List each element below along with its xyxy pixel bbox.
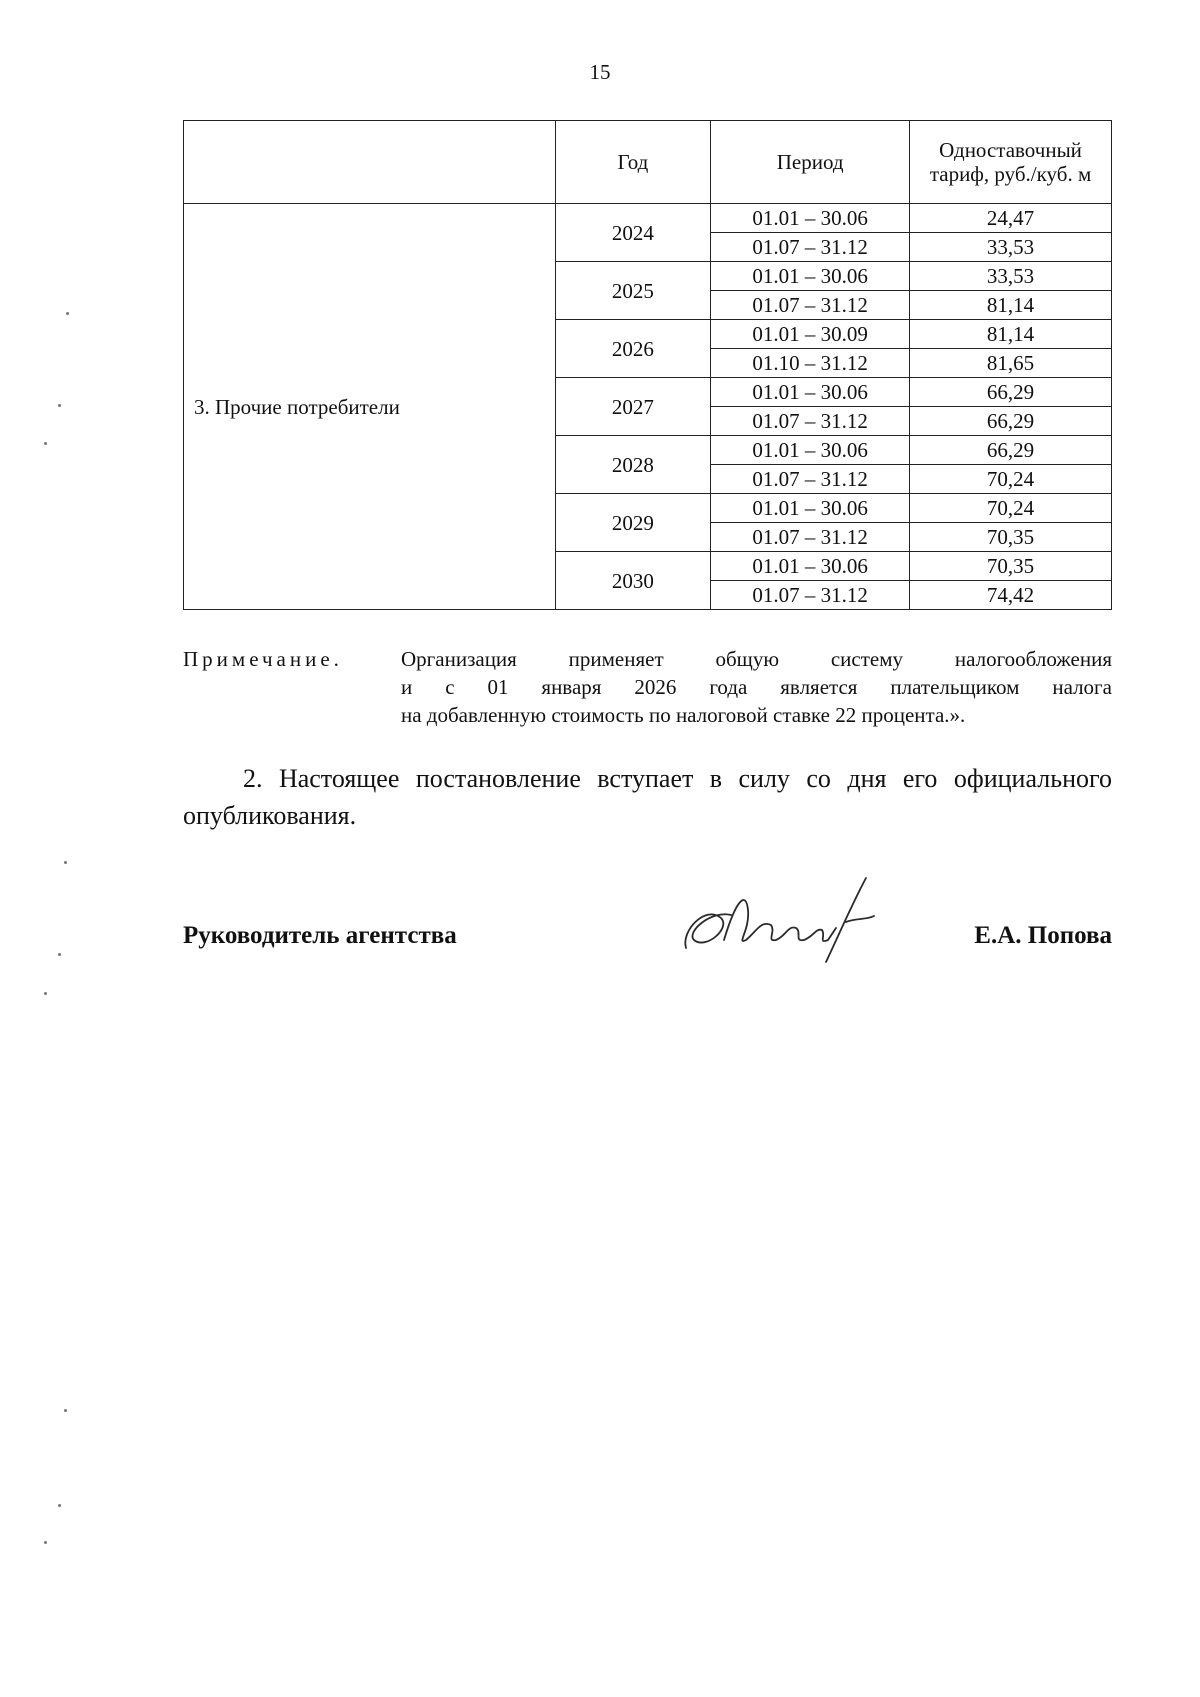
scan-speck	[44, 1541, 47, 1544]
header-year: Год	[555, 121, 711, 204]
tariff-cell: 66,29	[910, 378, 1112, 407]
period-cell: 01.07 – 31.12	[711, 523, 910, 552]
year-cell: 2024	[555, 204, 711, 262]
period-cell: 01.07 – 31.12	[711, 291, 910, 320]
consumer-cell: 3. Прочие потребители	[184, 204, 556, 610]
note-label: Примечание.	[183, 647, 343, 671]
year-cell: 2029	[555, 494, 711, 552]
header-tariff: Одноставочный тариф, руб./куб. м	[910, 121, 1112, 204]
scan-speck	[44, 442, 47, 445]
table-header-row	[184, 121, 1112, 204]
signatory-name: Е.А. Попова	[974, 922, 1112, 949]
tariff-cell: 33,53	[910, 233, 1112, 262]
scan-speck	[58, 404, 61, 407]
tariff-cell: 66,29	[910, 407, 1112, 436]
period-cell: 01.07 – 31.12	[711, 407, 910, 436]
period-cell: 01.01 – 30.06	[711, 552, 910, 581]
header-period: Период	[711, 121, 910, 204]
year-cell: 2027	[555, 378, 711, 436]
tariff-cell: 81,65	[910, 349, 1112, 378]
tariff-cell: 33,53	[910, 262, 1112, 291]
scan-speck	[44, 992, 47, 995]
scan-speck	[66, 312, 69, 315]
signature-image	[676, 870, 876, 965]
table-row	[184, 204, 1112, 233]
header-consumer	[184, 121, 556, 204]
tariff-table	[183, 120, 1112, 610]
tariff-cell: 81,14	[910, 291, 1112, 320]
tariff-cell: 66,29	[910, 436, 1112, 465]
year-cell: 2026	[555, 320, 711, 378]
tariff-cell: 70,24	[910, 494, 1112, 523]
period-cell: 01.01 – 30.06	[711, 262, 910, 291]
note-line: Организация применяет общую систему налогообложения	[401, 647, 1112, 671]
note-line: и с 01 января 2026 года является плательщиком налога	[401, 675, 1112, 699]
period-cell: 01.01 – 30.06	[711, 204, 910, 233]
scan-speck	[64, 1409, 67, 1412]
period-cell: 01.07 – 31.12	[711, 581, 910, 610]
period-cell: 01.07 – 31.12	[711, 233, 910, 262]
signatory-title: Руководитель агентства	[183, 922, 457, 949]
tariff-cell: 74,42	[910, 581, 1112, 610]
page-number: 15	[589, 60, 611, 84]
period-cell: 01.10 – 31.12	[711, 349, 910, 378]
scan-speck	[58, 1504, 61, 1507]
tariff-cell: 24,47	[910, 204, 1112, 233]
period-cell: 01.01 – 30.06	[711, 494, 910, 523]
scan-speck	[64, 861, 67, 864]
tariff-cell: 70,35	[910, 523, 1112, 552]
period-cell: 01.01 – 30.06	[711, 436, 910, 465]
year-cell: 2028	[555, 436, 711, 494]
period-cell: 01.01 – 30.09	[711, 320, 910, 349]
note-text	[401, 645, 1112, 729]
year-cell: 2030	[555, 552, 711, 610]
period-cell: 01.07 – 31.12	[711, 465, 910, 494]
tariff-cell: 81,14	[910, 320, 1112, 349]
period-cell: 01.01 – 30.06	[711, 378, 910, 407]
scan-speck	[58, 953, 61, 956]
year-cell: 2025	[555, 262, 711, 320]
table-body	[184, 204, 1112, 610]
tariff-cell: 70,24	[910, 465, 1112, 494]
tariff-cell: 70,35	[910, 552, 1112, 581]
note-line: на добавленную стоимость по налоговой ставке 22 процента.».	[401, 703, 966, 727]
clause-paragraph: 2. Настоящее постановление вступает в силу со дня его официального опубликования.	[183, 764, 1112, 830]
